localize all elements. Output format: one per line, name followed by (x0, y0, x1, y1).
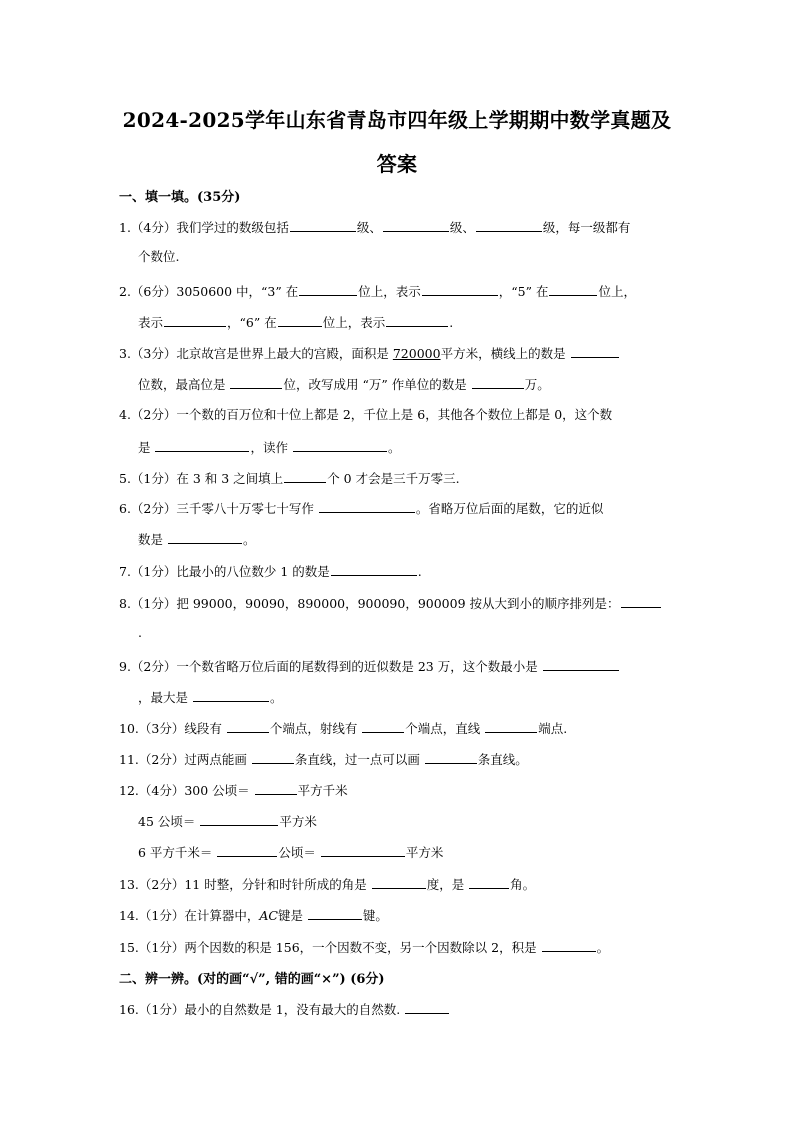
question-8 (119, 593, 662, 613)
q10-text: 个端点，直线 (405, 721, 485, 736)
q8-text: 8.（1分）把 99000，90090，890000，900090，900009 按从大到小的顺序排列是： (119, 596, 620, 611)
question-13 (119, 874, 535, 894)
answer-blank[interactable] (571, 343, 619, 358)
question-6 (119, 498, 603, 518)
question-12-part3 (138, 842, 443, 862)
q12-text: 公顷＝ (278, 845, 320, 860)
question-16 (119, 999, 450, 1019)
question-12 (119, 780, 348, 800)
question-7 (119, 561, 422, 581)
answer-blank[interactable] (383, 217, 449, 232)
q15-text: 。 (596, 940, 610, 955)
question-4 (119, 406, 612, 424)
q6-text: 。省略万位后面的尾数，它的近似 (415, 501, 604, 516)
answer-blank[interactable] (299, 281, 357, 296)
answer-blank[interactable] (308, 905, 362, 920)
question-3 (119, 343, 620, 363)
document-title-continued: 答案 (376, 152, 418, 176)
q5-text: 个 0 才会是三千万零三. (327, 471, 460, 486)
answer-blank[interactable] (217, 842, 277, 857)
q13-text: 度，是 (426, 877, 469, 892)
answer-blank[interactable] (331, 561, 417, 576)
q1-text: 个数位. (138, 249, 180, 264)
q10-text: 端点. (538, 721, 568, 736)
q16-text: 16.（1分）最小的自然数是 1，没有最大的自然数. (119, 1002, 405, 1017)
q10-text: 个端点，射线有 (269, 721, 362, 736)
q6-text: 数是 (138, 532, 167, 547)
answer-blank[interactable] (200, 811, 278, 826)
q3-text: 平方米，横线上的数是 (440, 346, 566, 361)
answer-blank[interactable] (405, 999, 449, 1014)
q14-text: 键是 (277, 908, 307, 923)
answer-blank[interactable] (255, 780, 297, 795)
q3-text: 万。 (524, 377, 550, 392)
q4-text: ，读作 (250, 440, 292, 455)
answer-blank[interactable] (422, 281, 498, 296)
answer-blank[interactable] (319, 498, 415, 513)
answer-blank[interactable] (543, 656, 619, 671)
document-title: 2024-2025学年山东省青岛市四年级上学期期中数学真题及 (122, 108, 672, 132)
answer-blank[interactable] (278, 312, 322, 327)
answer-blank[interactable] (164, 312, 226, 327)
answer-blank[interactable] (168, 529, 242, 544)
section-heading-true-false: 二、辨一辨。(对的画“√”, 错的画“×”) (6分) (119, 972, 385, 987)
q6-text: 6.（2分）三千零八十万零七十写作 (119, 501, 318, 516)
q1-text: 级、 (449, 220, 475, 235)
q3-text: 3.（3分）北京故宫是世界上最大的宫殿，面积是 (119, 346, 393, 361)
answer-blank[interactable] (290, 217, 356, 232)
q4-text: 4.（2分）一个数的百万位和十位上都是 2，千位上是 6，其他各个数位上都是 0，这个数 (119, 407, 613, 422)
question-9 (119, 656, 620, 676)
q4-text: 。 (387, 440, 401, 455)
question-11 (119, 749, 528, 769)
q6-text: 。 (242, 532, 256, 547)
q2-text: . (449, 315, 454, 330)
q1-text: 1.（4分）我们学过的数级包括 (119, 220, 289, 235)
q2-text: 2.（6分）3050600 中，“3” 在 (119, 284, 299, 299)
q12-text: 平方千米 (297, 783, 348, 798)
q9-text: ，最大是 (138, 690, 192, 705)
question-12-part2 (138, 811, 317, 831)
question-6-cont (138, 529, 256, 549)
answer-blank[interactable] (321, 842, 405, 857)
answer-blank[interactable] (284, 468, 326, 483)
question-10 (119, 718, 567, 738)
q13-text: 角。 (510, 877, 536, 892)
question-1 (119, 217, 630, 237)
answer-blank[interactable] (621, 593, 661, 608)
q11-text: 11.（2分）过两点能画 (119, 752, 251, 767)
q3-text: 位数，最高位是 (138, 377, 230, 392)
underlined-number: 720000 (392, 346, 441, 361)
answer-blank[interactable] (549, 281, 597, 296)
q7-text: 7.（1分）比最小的八位数少 1 的数是 (119, 564, 330, 579)
q14-text: 14.（1分）在计算器中， (119, 908, 260, 923)
question-9-cont (138, 687, 283, 707)
q8-text: . (138, 625, 142, 640)
question-1-cont (138, 248, 179, 266)
answer-blank[interactable] (542, 937, 596, 952)
answer-blank[interactable] (372, 874, 426, 889)
question-2-cont (138, 312, 453, 332)
answer-blank[interactable] (425, 749, 477, 764)
answer-blank[interactable] (386, 312, 448, 327)
question-5 (119, 468, 460, 488)
question-3-cont (138, 374, 550, 394)
q1-text: 级、 (356, 220, 382, 235)
q2-text: 位上， (598, 284, 636, 299)
q7-text: . (417, 564, 422, 579)
q11-text: 条直线，过一点可以画 (294, 752, 424, 767)
answer-blank[interactable] (472, 374, 524, 389)
q1-text: 级，每一级都有 (542, 220, 631, 235)
answer-blank[interactable] (227, 718, 269, 733)
answer-blank[interactable] (193, 687, 269, 702)
answer-blank[interactable] (362, 718, 404, 733)
q13-text: 13.（2分）11 时整，分针和时针所成的角是 (119, 877, 371, 892)
question-2 (119, 281, 636, 301)
question-15 (119, 937, 609, 957)
question-4-cont (138, 437, 400, 457)
answer-blank[interactable] (155, 437, 249, 452)
q11-text: 条直线。 (477, 752, 528, 767)
answer-blank[interactable] (485, 718, 537, 733)
answer-blank[interactable] (476, 217, 542, 232)
q12-text: 平方米 (405, 845, 444, 860)
q2-text: ，“6” 在 (227, 315, 277, 330)
calculator-key-label: AC (259, 908, 278, 923)
question-14 (119, 905, 388, 925)
answer-blank[interactable] (293, 437, 387, 452)
q12-text: 6 平方千米＝ (138, 845, 217, 860)
answer-blank[interactable] (230, 374, 282, 389)
q2-text: 表示 (138, 315, 164, 330)
q9-text: 9.（2分）一个数省略万位后面的尾数得到的近似数是 23 万，这个数最小是 (119, 659, 542, 674)
q3-text: 位，改写成用 “万” 作单位的数是 (283, 377, 471, 392)
question-8-cont (138, 624, 142, 642)
answer-blank[interactable] (469, 874, 509, 889)
q2-text: ，“5” 在 (498, 284, 549, 299)
q9-text: 。 (269, 690, 283, 705)
section-heading-fill-in: 一、填一填。(35分) (119, 190, 241, 205)
q12-text: 平方米 (279, 814, 317, 829)
q15-text: 15.（1分）两个因数的积是 156，一个因数不变，另一个因数除以 2，积是 (119, 940, 541, 955)
q10-text: 10.（3分）线段有 (119, 721, 226, 736)
q2-text: 位上，表示 (358, 284, 421, 299)
q12-text: 12.（4分）300 公顷＝ (119, 783, 254, 798)
q14-text: 键。 (362, 908, 388, 923)
answer-blank[interactable] (252, 749, 294, 764)
q2-text: 位上，表示 (322, 315, 386, 330)
q4-text: 是 (138, 440, 155, 455)
q5-text: 5.（1分）在 3 和 3 之间填上 (119, 471, 284, 486)
q12-text: 45 公顷＝ (138, 814, 200, 829)
